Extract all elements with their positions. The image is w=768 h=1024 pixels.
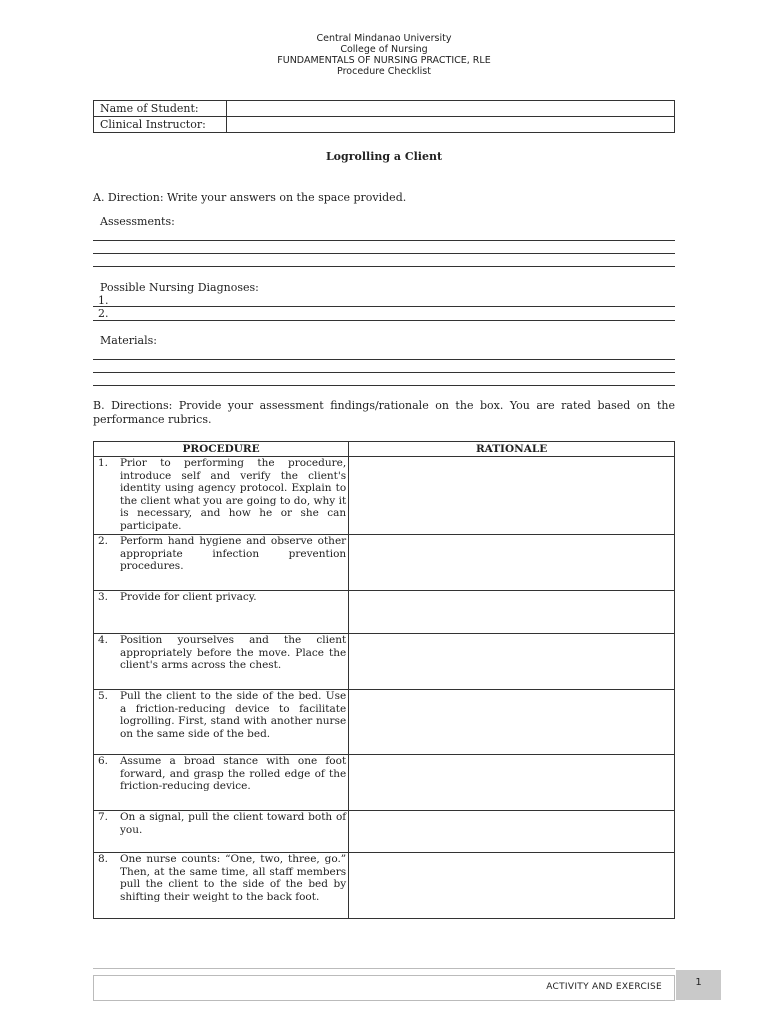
materials-answer-line[interactable] xyxy=(93,385,675,386)
diagnosis-answer-line[interactable] xyxy=(93,306,675,307)
step-number: 6. xyxy=(94,755,120,811)
rationale-cell[interactable] xyxy=(349,591,675,634)
footer-section-label: ACTIVITY AND EXERCISE xyxy=(546,982,662,992)
instructor-field[interactable] xyxy=(227,117,675,133)
step-number: 3. xyxy=(94,591,120,634)
assessment-answer-line[interactable] xyxy=(93,266,675,267)
step-number: 2. xyxy=(94,535,120,591)
step-number: 7. xyxy=(94,811,120,853)
rationale-cell[interactable] xyxy=(349,755,675,811)
rationale-cell[interactable] xyxy=(349,811,675,853)
step-number: 8. xyxy=(94,853,120,919)
footer-divider xyxy=(93,968,675,969)
direction-b: B. Directions: Provide your assessment findings/rationale on the box. You are rated based on the performance rubrics. xyxy=(93,399,675,426)
procedure-column-header: PROCEDURE xyxy=(94,442,349,457)
step-text: Pull the client to the side of the bed. Use a friction-reducing device to facilitate logrolling. First, stand with another nurse on the same side of the bed. xyxy=(120,690,349,755)
step-number: 1. xyxy=(94,457,120,535)
page-number: 1 xyxy=(676,970,721,1000)
table-row xyxy=(94,755,675,811)
rationale-cell[interactable] xyxy=(349,853,675,919)
table-row xyxy=(94,591,675,634)
rationale-cell[interactable] xyxy=(349,690,675,755)
step-text: Position yourselves and the client appropriately before the move. Place the client's arms across the chest. xyxy=(120,634,349,690)
step-number: 4. xyxy=(94,634,120,690)
table-row xyxy=(94,457,675,535)
table-row xyxy=(94,634,675,690)
step-text: Provide for client privacy. xyxy=(120,591,349,634)
table-row xyxy=(94,690,675,755)
step-text: On a signal, pull the client toward both of you. xyxy=(120,811,349,853)
materials-label: Materials: xyxy=(100,334,157,347)
instructor-label: Clinical Instructor: xyxy=(94,117,227,133)
step-text: Perform hand hygiene and observe other appropriate infection prevention procedures. xyxy=(120,535,349,591)
student-info-table xyxy=(93,100,675,133)
step-number: 5. xyxy=(94,690,120,755)
document-type: Procedure Checklist xyxy=(337,66,431,77)
rationale-cell[interactable] xyxy=(349,535,675,591)
step-text: Assume a broad stance with one foot forward, and grasp the rolled edge of the friction-reducing device. xyxy=(120,755,349,811)
college-name: College of Nursing xyxy=(340,44,428,55)
diagnoses-label: Possible Nursing Diagnoses: xyxy=(100,281,259,294)
materials-answer-line[interactable] xyxy=(93,359,675,360)
assessment-answer-line[interactable] xyxy=(93,240,675,241)
assessments-label: Assessments: xyxy=(100,215,175,228)
student-name-field[interactable] xyxy=(227,101,675,117)
diagnosis-number-2: 2. xyxy=(98,307,109,320)
document-header xyxy=(0,33,768,77)
table-row xyxy=(94,535,675,591)
step-text: Prior to performing the procedure, introduce self and verify the client's identity using agency protocol. Explain to the client what you are going to do, why it is necessary, and how he or she can participate. xyxy=(120,457,349,535)
rationale-cell[interactable] xyxy=(349,457,675,535)
direction-a: A. Direction: Write your answers on the space provided. xyxy=(93,191,407,204)
university-name: Central Mindanao University xyxy=(316,33,452,44)
diagnosis-answer-line[interactable] xyxy=(93,320,675,321)
rationale-column-header: RATIONALE xyxy=(349,442,675,457)
procedure-title: Logrolling a Client xyxy=(325,150,443,163)
procedure-checklist-table xyxy=(93,441,675,919)
footer-box xyxy=(93,975,675,1001)
table-row xyxy=(94,853,675,919)
course-name: FUNDAMENTALS OF NURSING PRACTICE, RLE xyxy=(277,55,491,66)
rationale-cell[interactable] xyxy=(349,634,675,690)
table-row xyxy=(94,811,675,853)
diagnosis-number-1: 1. xyxy=(98,294,109,307)
step-text: One nurse counts: “One, two, three, go.” Then, at the same time, all staff members pull the client to the side of the bed by shifting their weight to the back foot. xyxy=(120,853,349,919)
assessment-answer-line[interactable] xyxy=(93,253,675,254)
student-name-label: Name of Student: xyxy=(94,101,227,117)
table-header-row xyxy=(94,442,675,457)
materials-answer-line[interactable] xyxy=(93,372,675,373)
